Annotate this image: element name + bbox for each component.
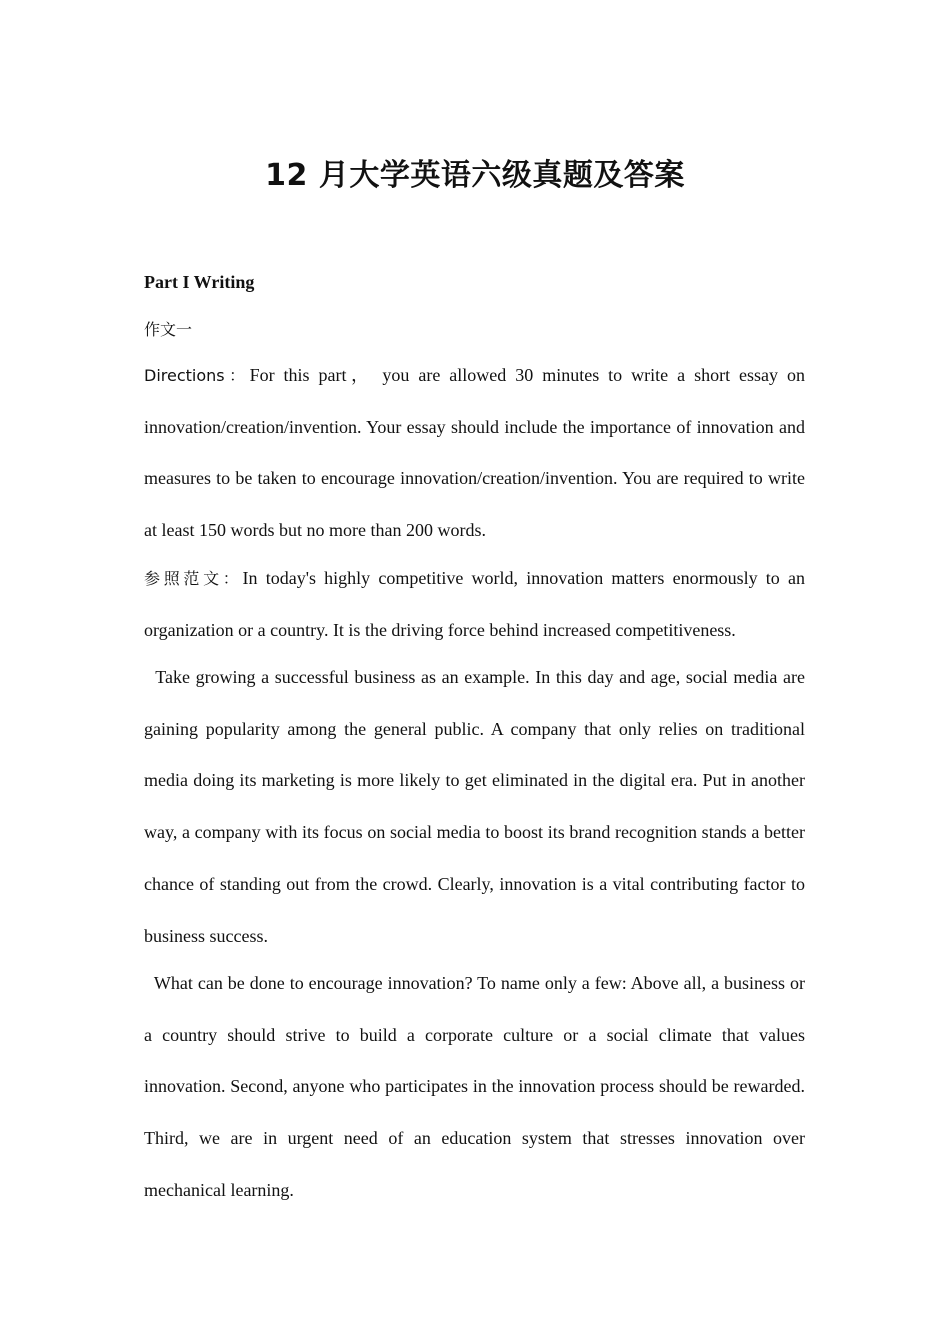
part-heading-bold: Writing	[193, 272, 255, 292]
document-title: 12 月大学英语六级真题及答案	[265, 158, 685, 193]
part-heading-prefix: Part I	[144, 272, 194, 292]
sample-essay-label: 参照范文：	[144, 569, 243, 588]
directions-paragraph	[144, 350, 805, 557]
sample-essay-text: In today's highly competitive world, innovation matters enormously to an organization or a country. It is the driving force behind increased competitiveness.	[144, 568, 805, 640]
essay-paragraph-1: Take growing a successful business as an example. In this day and age, social media are gaining popularity among the general public. A company that only relies on traditional media doing its marketing is more likely to get eliminated in the digital era. Put in another way, a company with its focus on social media to boost its brand recognition stands a better chance of standing out from the crowd. Clearly, innovation is a vital contributing factor to business success.	[144, 667, 810, 946]
part-heading	[144, 268, 805, 296]
essay-label: 作文一	[144, 320, 193, 339]
essay-paragraph-2: What can be done to encourage innovation? To name only a few: Above all, a business or a country should strive to build a corporate culture or a social climate that values innovation. Second, anyone who participates in the innovation process should be rewarded. Third, we are in urgent need of an education system that stresses innovation over mechanical learning.	[144, 973, 810, 1200]
sample-essay-paragraph	[144, 553, 805, 656]
directions-text: For this part， you are allowed 30 minutes to write a short essay on innovation/creation/invention. Your essay should include the importance of innovation and measures to be taken to encourage innovation/creation/invention. You are required to write at least 150 words but no more than 200 words.	[144, 365, 805, 541]
directions-label: Directions：	[144, 366, 250, 385]
